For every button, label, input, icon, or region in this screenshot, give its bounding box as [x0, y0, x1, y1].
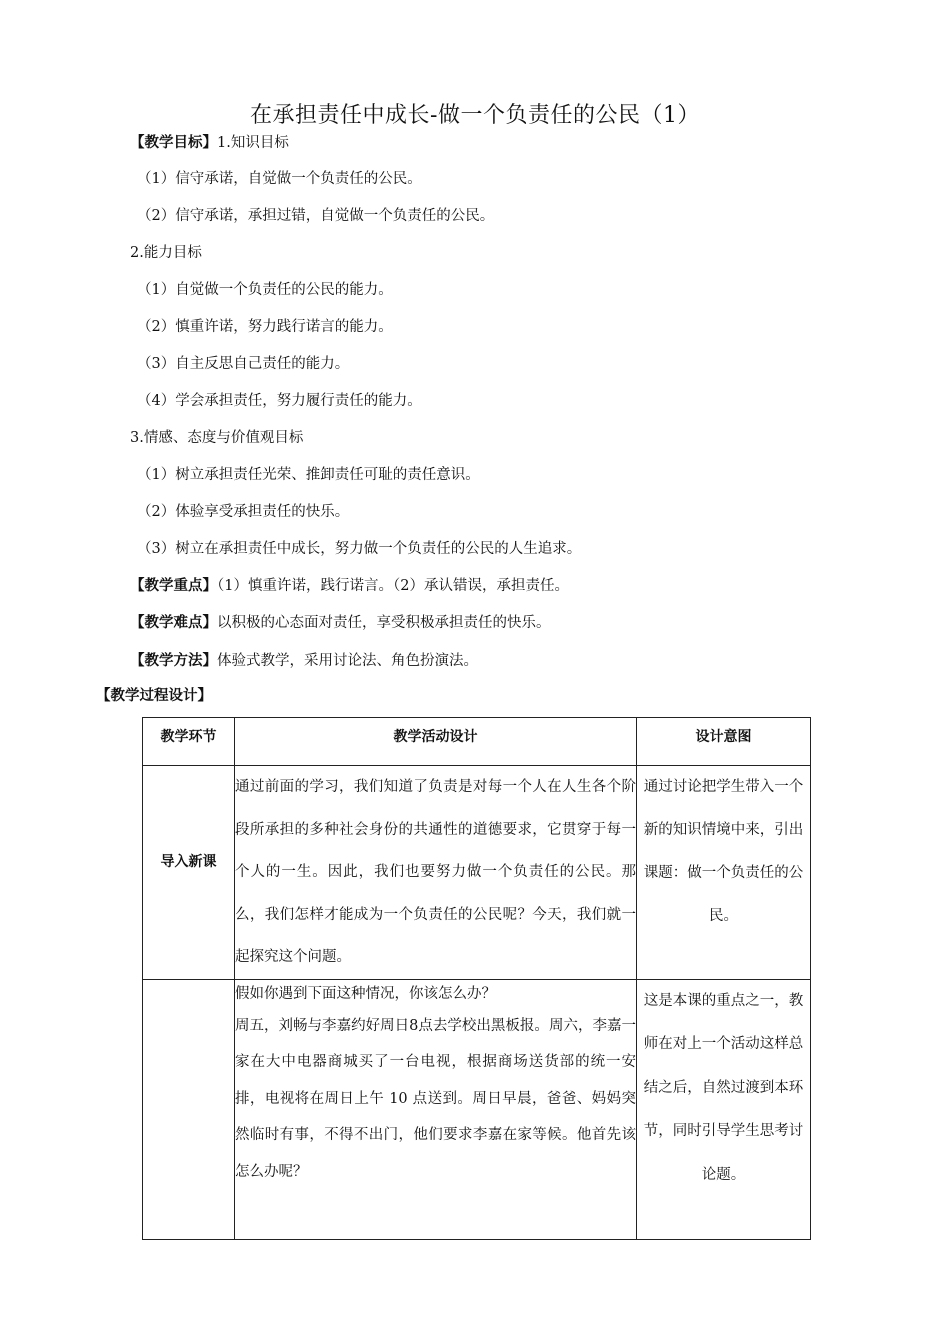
difficulties-label: 【教学难点】 — [130, 615, 217, 631]
intent-cell: 这是本课的重点之一，教师在对上一个活动这样总结之后，自然过渡到本环节，同时引导学生思考讨论题。 — [637, 979, 811, 1239]
lesson-plan-table — [142, 717, 811, 1240]
activity-question: 假如你遇到下面这种情况，你该怎么办？ — [235, 985, 496, 1002]
activity-scenario: 周五，刘畅与李嘉约好周日8点去学校出黑板报。周六，李嘉一家在大中电器商城买了一台电视，根据商场送货部的统一安排，电视将在周日上午 10 点送到。周日早晨，爸爸、妈妈突然临时有事，不得不出门，他们要求李嘉在家等候。他首先该怎么办呢？ — [235, 1017, 636, 1180]
ability-item: （4）学会承担责任，努力履行责任的能力。 — [137, 393, 422, 409]
table-row — [143, 979, 811, 1239]
goals-label: 【教学目标】 — [130, 135, 217, 151]
difficulties-line — [130, 611, 551, 632]
intent-cell: 通过讨论把学生带入一个新的知识情境中来，引出课题：做一个负责任的公民。 — [637, 766, 811, 980]
stage-cell: 导入新课 — [143, 766, 235, 980]
methods-text: 体验式教学，采用讨论法、角色扮演法。 — [217, 653, 478, 669]
ability-heading: 2.能力目标 — [130, 245, 202, 261]
methods-label: 【教学方法】 — [130, 653, 217, 669]
header-stage: 教学环节 — [143, 718, 235, 766]
difficulties-text: 以积极的心态面对责任，享受积极承担责任的快乐。 — [217, 615, 551, 631]
knowledge-item: （2）信守承诺，承担过错，自觉做一个负责任的公民。 — [137, 208, 495, 224]
ability-item: （2）慎重许诺，努力践行诺言的能力。 — [137, 319, 393, 335]
activity-cell: 通过前面的学习，我们知道了负责是对每一个人在人生各个阶段所承担的多种社会身份的共通性的道德要求，它贯穿于每一个人的一生。因此，我们也要努力做一个负责任的公民。那么，我们怎样才能成为一个负责任的公民呢？今天，我们就一起探究这个问题。 — [235, 766, 637, 980]
emotion-heading: 3.情感、态度与价值观目标 — [130, 430, 304, 446]
knowledge-heading: 1.知识目标 — [217, 135, 289, 151]
goals-line — [130, 131, 289, 152]
stage-cell — [143, 979, 235, 1239]
emotion-item: （3）树立在承担责任中成长，努力做一个负责任的公民的人生追求。 — [137, 541, 582, 557]
header-intent: 设计意图 — [637, 718, 811, 766]
header-activity: 教学活动设计 — [235, 718, 637, 766]
process-heading: 【教学过程设计】 — [96, 688, 212, 704]
methods-line — [130, 649, 478, 670]
page-title: 在承担责任中成长-做一个负责任的公民（1） — [250, 103, 700, 128]
ability-item: （3）自主反思自己责任的能力。 — [137, 356, 350, 372]
ability-item: （1）自觉做一个负责任的公民的能力。 — [137, 282, 393, 298]
table-header-row — [143, 718, 811, 766]
knowledge-item: （1）信守承诺，自觉做一个负责任的公民。 — [137, 171, 422, 187]
emotion-item: （2）体验享受承担责任的快乐。 — [137, 504, 350, 520]
activity-cell — [235, 979, 637, 1239]
emotion-item: （1）树立承担责任光荣、推卸责任可耻的责任意识。 — [137, 467, 480, 483]
key-points-line — [130, 574, 569, 595]
table-row — [143, 766, 811, 980]
key-points-text: （1）慎重许诺，践行诺言。（2）承认错误，承担责任。 — [217, 578, 569, 594]
key-points-label: 【教学重点】 — [130, 578, 217, 594]
